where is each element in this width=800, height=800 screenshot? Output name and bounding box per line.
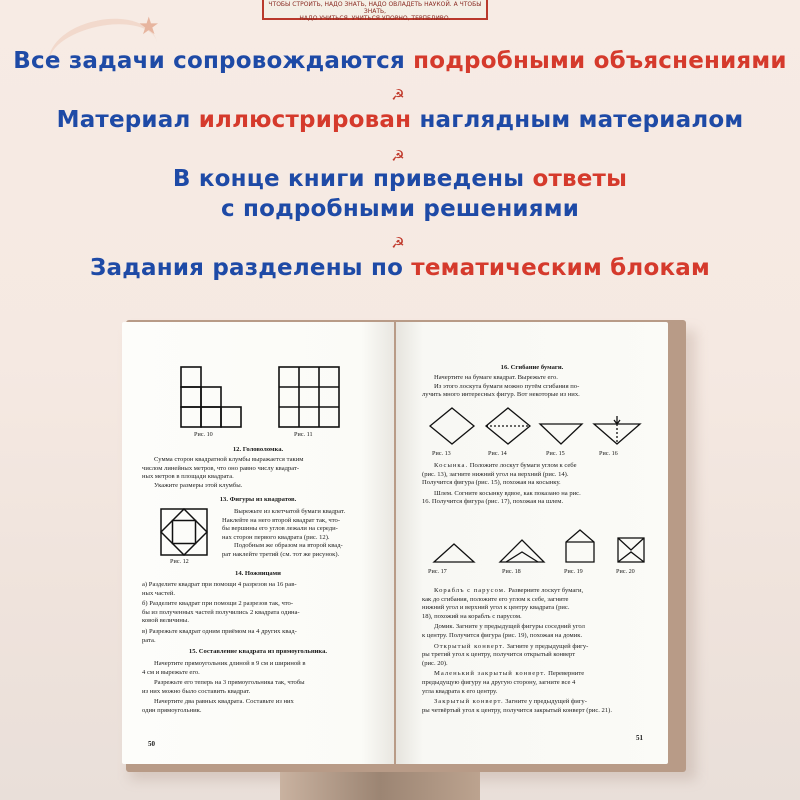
- text-line: бы вершины его углов лежали на середи-: [222, 525, 338, 533]
- section-text: [422, 374, 660, 400]
- figure-10-squares: [180, 366, 242, 428]
- star-icon: ★: [138, 12, 160, 40]
- text-line: Получится фигура (рис. 15), похожая на косынку.: [422, 479, 561, 487]
- section-text: [422, 587, 660, 715]
- text-line: ных частей.: [142, 589, 176, 597]
- section-text: [142, 581, 382, 645]
- figure-19-house: [566, 530, 594, 562]
- text-line: 4 см и вырежьте его.: [142, 668, 200, 676]
- text-line: Домик. Загните у предыдущей фигуры соседний угол: [434, 623, 585, 631]
- section-text: [422, 462, 660, 507]
- book-page-right: [396, 322, 668, 764]
- hammer-sickle-icon: ☭: [391, 234, 405, 252]
- section-title: 16. Сгибание бумаги.: [500, 364, 564, 371]
- text-line: (рис. 20).: [422, 659, 448, 667]
- term: Косынка.: [434, 462, 469, 469]
- text-line: Загните у предыдущей фигу-: [506, 642, 589, 650]
- text-line: Начертите на бумаге квадрат. Вырежьте его.: [434, 374, 558, 381]
- figure-11-grid: [278, 366, 340, 428]
- figure-caption: Рис. 16: [599, 450, 618, 457]
- figure-caption: Рис. 13: [432, 450, 451, 457]
- section-title: 15. Составление квадрата из прямоугольника.: [188, 648, 328, 655]
- text-line: Переверните: [548, 670, 585, 678]
- figures-13-16: [422, 406, 658, 450]
- text-line: нах сторон первого квадрата (рис. 12).: [222, 533, 330, 541]
- background-photo: [280, 772, 480, 800]
- text-line: числом линейных метров, что оно равно числу квадрат-: [142, 464, 300, 472]
- text-line: один прямоугольник.: [142, 706, 202, 714]
- feature-headline: [0, 166, 800, 192]
- text-line: лучить много интересных фигур. Вот некоторые из них.: [422, 391, 580, 399]
- section-title: 13. Фигуры из квадратов.: [219, 496, 297, 503]
- figure-caption: Рис. 18: [502, 568, 521, 575]
- text-line: Начертите два равных квадрата. Составьте из них: [154, 698, 294, 706]
- term: Открытый конверт.: [434, 642, 506, 650]
- figure-caption: Рис. 10: [194, 431, 213, 438]
- text-line: (рис. 13), загните нижний угол на верхний (рис. 14).: [422, 470, 569, 478]
- figure-12-nested-squares: [160, 508, 208, 556]
- poster-line: ЧТОБЫ СТРОИТЬ, НАДО ЗНАТЬ, НАДО ОВЛАДЕТЬ НАУКОЙ. А ЧТОБЫ ЗНАТЬ,: [268, 1, 482, 15]
- page-number: 51: [636, 734, 643, 742]
- text-line: рата.: [142, 636, 156, 644]
- text-line: Положите лоскут бумаги углом к себе: [469, 462, 577, 469]
- term: Закрытый конверт.: [434, 698, 504, 706]
- text-line: ковой величины.: [142, 617, 189, 625]
- feature-highlight: тематическим блокам: [411, 255, 710, 281]
- text-line: рат наклейте третий (см. тот же рисунок).: [222, 550, 340, 558]
- feature-text: Все задачи сопровождаются: [13, 48, 414, 74]
- figures-17-20: [422, 528, 658, 572]
- text-line: а) Разделите квадрат при помощи 4 разрезов на 16 рав-: [142, 581, 297, 588]
- text-line: Подобным же образом на второй квад-: [234, 542, 343, 550]
- feature-text: наглядным материалом: [411, 107, 744, 133]
- text-line: б) Разделите квадрат при помощи 2 разрезов так, что-: [142, 600, 294, 608]
- text-line: предыдущую фигуру на другую сторону, загните все 4: [422, 678, 576, 686]
- book-page-left: [122, 322, 394, 764]
- figure-caption: Рис. 17: [428, 568, 447, 575]
- figure-caption: Рис. 14: [488, 450, 507, 457]
- text-line: Наклейте на него второй квадрат так, что-: [222, 516, 341, 524]
- figure-caption: Рис. 11: [294, 431, 313, 438]
- text-line: нижний угол и верхний угол к центру квадрата (рис.: [422, 604, 570, 612]
- text-line: Укажите размеры этой клумбы.: [154, 481, 243, 489]
- text-line: в) Разрежьте квадрат одним приёмом на 4 других квад-: [142, 627, 297, 635]
- text-line: угла квадрата к его центру.: [422, 687, 498, 695]
- page-number: 50: [148, 740, 155, 748]
- feature-highlight: иллюстрирован: [198, 107, 412, 133]
- feature-text: с подробными решениями: [220, 196, 580, 222]
- poster-line: НАДО УЧИТЬСЯ. УЧИТЬСЯ УПОРНО, ТЕРПЕЛИВО.: [299, 15, 451, 22]
- text-line: Начертите прямоугольник длиной в 9 см и шириной в: [154, 660, 306, 667]
- section-title: 14. Ножницами: [235, 570, 281, 577]
- text-line: к центру. Получится фигура (рис. 19), похожая на домик.: [422, 631, 583, 639]
- figure-18-boat: [500, 540, 544, 562]
- text-line: из них можно было составить квадрат.: [142, 687, 251, 695]
- hammer-sickle-icon: ☭: [391, 147, 405, 165]
- text-line: Разверните лоскут бумаги,: [508, 587, 584, 594]
- term: Кораблъ с парусом.: [434, 587, 507, 594]
- section-text: [222, 508, 384, 560]
- feature-headline: [0, 107, 800, 133]
- figure-caption: Рис. 12: [170, 558, 189, 565]
- section-text: [142, 456, 382, 490]
- figure-17-helmet: [434, 544, 474, 562]
- text-line: 16. Получится фигура (рис. 17), похожая на шлем.: [422, 498, 564, 506]
- text-line: Шлем. Согните косынку вдвое, как показано на рис.: [434, 489, 581, 497]
- feature-headline: [0, 48, 800, 74]
- figure-caption: Рис. 20: [616, 568, 635, 575]
- text-line: бы из полученных частей получились 2 квадрата одина-: [142, 608, 300, 616]
- feature-text: Задания разделены по: [89, 255, 412, 281]
- text-line: Разрежьте его теперь на 3 прямоугольника так, чтобы: [154, 679, 305, 687]
- feature-headline: [0, 196, 800, 222]
- figure-13-square: [430, 408, 474, 444]
- feature-text: Материал: [56, 107, 199, 133]
- text-line: ных метров в площади квадрата.: [142, 473, 234, 481]
- text-line: Вырежьте из клетчатой бумаги квадрат.: [234, 508, 346, 515]
- figure-caption: Рис. 19: [564, 568, 583, 575]
- section-title: 12. Головоломка.: [232, 446, 284, 453]
- feature-highlight: подробными объяснениями: [413, 48, 787, 74]
- text-line: Загните у предыдущей фигу-: [505, 698, 587, 706]
- figure-caption: Рис. 15: [546, 450, 565, 457]
- text-line: ры третий угол к центру, получится открытый конверт: [422, 651, 576, 659]
- text-line: как до сгибания, положите его углом к себе, загните: [422, 595, 569, 603]
- figure-15-kerchief: [540, 424, 582, 444]
- text-line: ры четвёртый угол к центру, получится закрытый конверт (рис. 21).: [422, 706, 612, 714]
- feature-highlight: ответы: [532, 166, 628, 192]
- feature-headline: [0, 255, 800, 281]
- section-text: [142, 660, 382, 716]
- text-line: Сумма сторон квадратной клумбы выражается таким: [154, 456, 304, 463]
- text-line: 18), похожий на кораблъ с парусом.: [422, 612, 522, 620]
- hammer-sickle-icon: ☭: [391, 86, 405, 104]
- term: Маленький закрытый конверт.: [434, 670, 547, 678]
- top-poster: [262, 0, 488, 20]
- feature-text: В конце книги приведены: [172, 166, 533, 192]
- text-line: Из этого лоскута бумаги можно путём сгибания по-: [434, 382, 580, 390]
